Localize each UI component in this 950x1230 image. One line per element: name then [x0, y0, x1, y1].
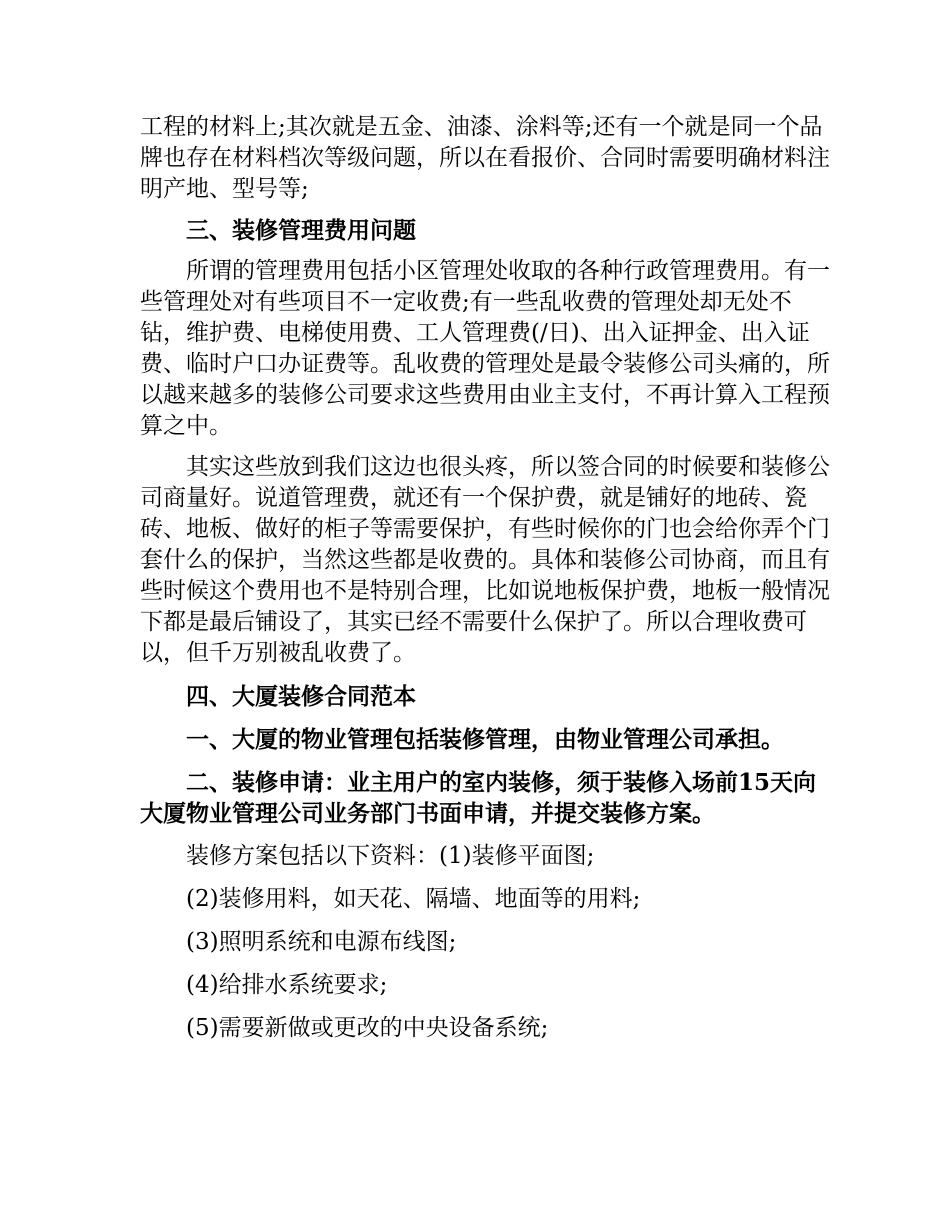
paragraph-management-fee-definition: 所谓的管理费用包括小区管理处收取的各种行政管理费用。有一些管理处对有些项目不一定收费;有一些乱收费的管理处却无处不钻，维护费、电梯使用费、工人管理费(/日)、出入证押金、出入证费、临时户口办证费等。乱收费的管理处是最令装修公司头痛的，所以越来越多的装修公司要求这些费用由业主支付，不再计算入工程预算之中。 — [140, 258, 830, 439]
clause-property-management: 一、大厦的物业管理包括装修管理，由物业管理公司承担。 — [186, 726, 784, 753]
list-item-plumbing: (4)给排水系统要求; — [186, 972, 388, 998]
paragraph-protection-fee: 其实这些放到我们这边也很头疼，所以签合同的时候要和装修公司商量好。说道管理费，就还有一个保护费，就是铺好的地砖、瓷砖、地板、做好的柜子等需要保护，有些时候你的门也会给你弄个门套什么的保护，当然这些都是收费的。具体和装修公司协商，而且有些时候这个费用也不是特别合理，比如说地板保护费，地板一般情况下都是最后铺设了，其实已经不需要什么保护了。所以合理收费可以，但千万别被乱收费了。 — [140, 454, 830, 666]
paragraph-material-grade: 工程的材料上;其次就是五金、油漆、涂料等;还有一个就是同一个品牌也存在材料档次等级问题，所以在看报价、合同时需要明确材料注明产地、型号等; — [140, 114, 830, 202]
list-item-central-equipment: (5)需要新做或更改的中央设备系统; — [186, 1015, 549, 1041]
list-intro-floor-plan: 装修方案包括以下资料：(1)装修平面图; — [186, 843, 595, 869]
document-body — [140, 112, 830, 1044]
heading-management-fee: 三、装修管理费用问题 — [186, 217, 416, 244]
clause-renovation-application: 二、装修申请：业主用户的室内装修，须于装修入场前15天向大厦物业管理公司业务部门书面申请，并提交装修方案。 — [140, 769, 817, 827]
list-item-lighting-wiring: (3)照明系统和电源布线图; — [186, 929, 457, 955]
heading-contract-template: 四、大厦装修合同范本 — [186, 683, 416, 710]
list-item-materials: (2)装修用料，如天花、隔墙、地面等的用料; — [186, 886, 641, 912]
